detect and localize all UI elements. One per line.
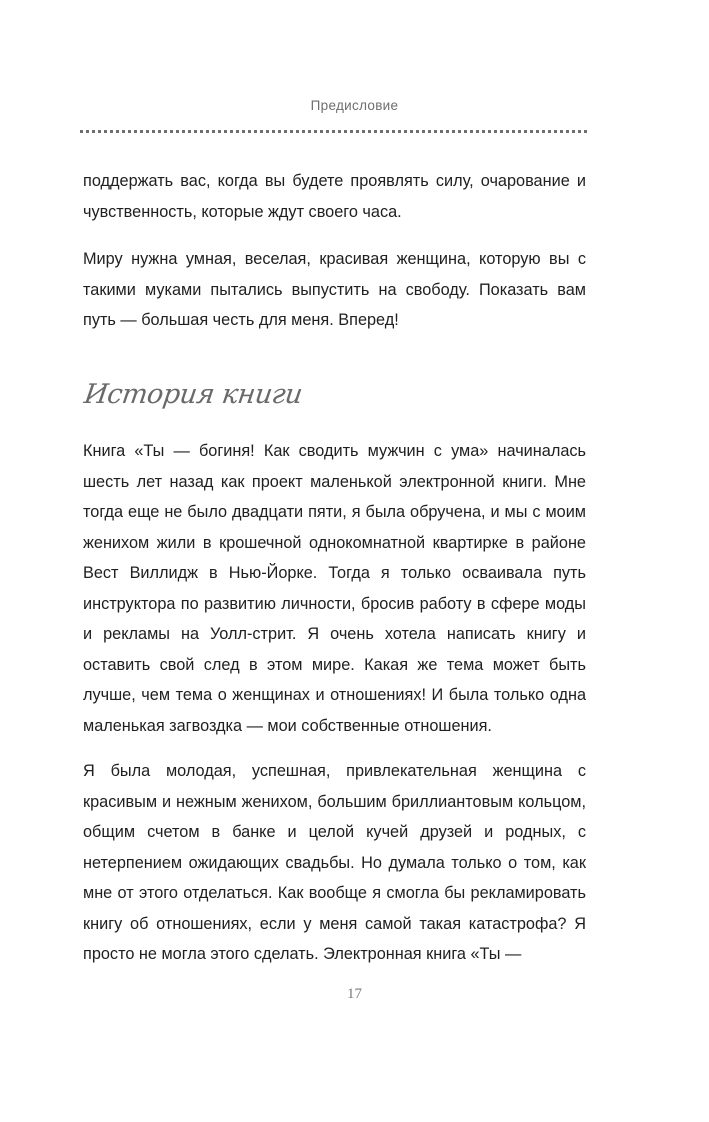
paragraph-continuation <box>83 166 586 227</box>
paragraph-young-woman <box>83 756 586 970</box>
page-number: 17 <box>347 986 362 1002</box>
paragraph-world-needs <box>83 244 586 336</box>
paragraph-text: поддержать вас, когда вы будете проявлять силу, очарование и чувственность, которые ждут своего часа. <box>83 172 586 221</box>
running-header-title: Предисловие <box>310 98 399 113</box>
paragraph-text: Я была молодая, успешная, привлекательная женщина с красивым и нежным женихом, большим бриллиантовым кольцом, общим счетом в банке и целой кучей друзей и родных, с нетерпением ожидающих свадьбы. Но думала только о том, как мне от этого отделаться. Как вообще я смогла бы рекламировать книгу об отношениях, если у меня самой такая катастрофа? Я просто не могла этого сделать. Электронная книга «Ты — <box>83 762 586 963</box>
paragraph-text: Книга «Ты — богиня! Как сводить мужчин с ума» начиналась шесть лет назад как проект маленькой электронной книги. Мне тогда еще не было двадцати пяти, я была обручена, и мы с моим женихом жили в крошечной однокомнатной квартирке в районе Вест Виллидж в Нью-Йорке. Тогда я только осваивала путь инструктора по развитию личности, бросив работу в сфере моды и рекламы на Уолл-стрит. Я очень хотела написать книгу и оставить свой след в этом мире. Какая же тема может быть лучше, чем тема о женщинах и отношениях! И была только одна маленькая загвоздка — мои собственные отношения. <box>83 442 586 735</box>
paragraph-text: Миру нужна умная, веселая, красивая женщина, которую вы с такими муками пытались выпустить на свободу. Показать вам путь — большая честь для меня. Вперед! <box>83 250 586 329</box>
paragraph-book-origin <box>83 436 586 741</box>
section-heading: История книги <box>82 379 305 410</box>
dotted-divider <box>80 130 587 133</box>
